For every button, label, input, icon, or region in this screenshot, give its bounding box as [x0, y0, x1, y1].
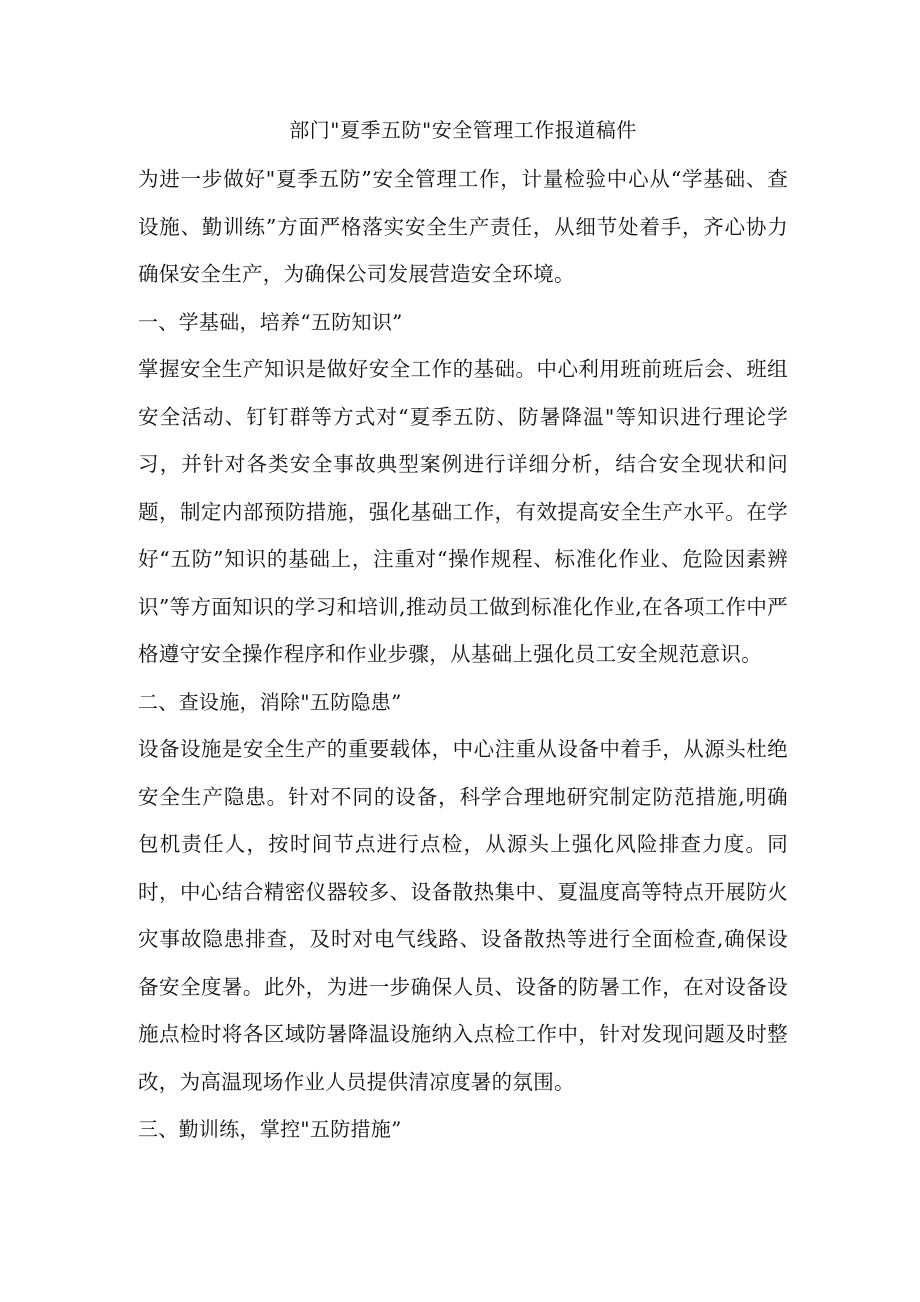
section-1-body: 掌握安全生产知识是做好安全工作的基础。中心利用班前班后会、班组安全活动、钉钉群等方式对“夏季五防、防暑降温"等知识进行理论学习，并针对各类安全事故典型案例进行详细分析，结合安全现状和问题，制定内部预防措施，强化基础工作，有效提高安全生产水平。在学好“五防”知识的基础上，注重对“操作规程、标准化作业、危险因素辨识”等方面知识的学习和培训,推动员工做到标准化作业,在各项工作中严格遵守安全操作程序和作业步骤，从基础上强化员工安全规范意识。: [138, 357, 788, 666]
intro-paragraph: 为进一步做好"夏季五防”安全管理工作，计量检验中心从“学基础、查设施、勤训练”方面严格落实安全生产责任，从细节处着手，齐心协力确保安全生产，为确保公司发展营造安全环境。: [138, 167, 788, 286]
section-2-heading: 二、查设施，消除"五防隐患”: [138, 689, 402, 714]
section-2-body: 设备设施是安全生产的重要载体，中心注重从设备中着手，从源头杜绝安全生产隐患。针对不同的设备，科学合理地研究制定防范措施,明确包机责任人，按时间节点进行点检，从源头上强化风险排查力度。同时，中心结合精密仪器较多、设备散热集中、夏温度高等特点开展防火灾事故隐患排查，及时对电气线路、设备散热等进行全面检查,确保设备安全度暑。此外，为进一步确保人员、设备的防暑工作，在对设备设施点检时将各区域防暑降温设施纳入点检工作中，针对发现问题及时整改，为高温现场作业人员提供清凉度暑的氛围。: [138, 737, 788, 1094]
section-3-heading: 三、勤训练，掌控"五防措施”: [138, 1117, 402, 1141]
section-1-heading: 一、学基础，培养“五防知识”: [138, 309, 403, 334]
document-title: 部门"夏季五防"安全管理工作报道稿件: [289, 118, 637, 142]
document-page: [138, 112, 788, 1154]
